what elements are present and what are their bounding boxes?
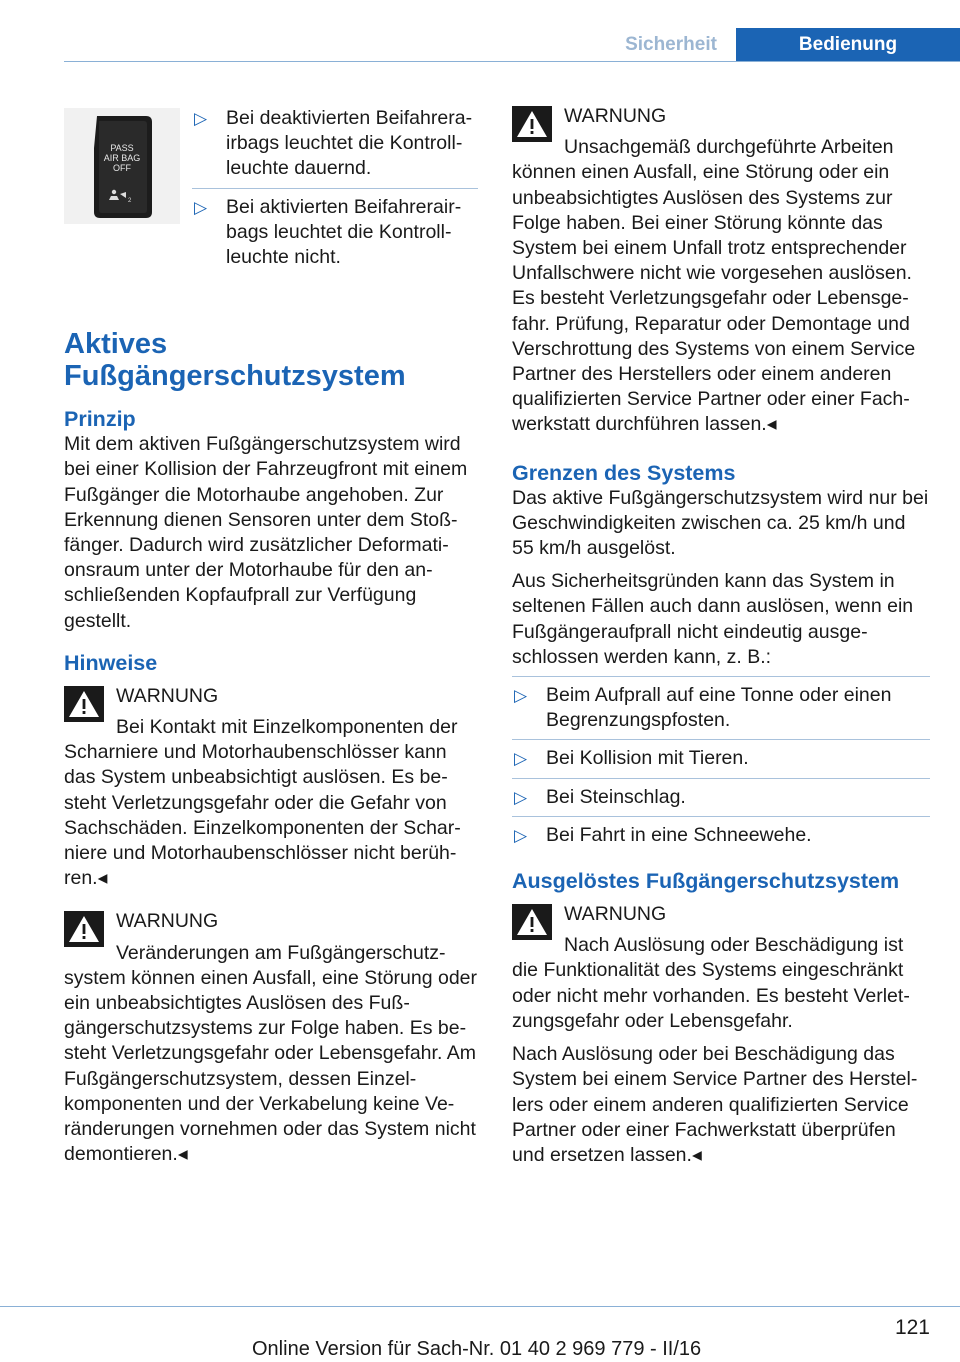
list-item bbox=[192, 195, 478, 271]
warning-text-first-line: Nach Auslösung oder Beschädigung ist bbox=[564, 934, 904, 957]
warning-triangle-icon bbox=[64, 686, 104, 722]
hinweise-heading: Hinweise bbox=[64, 650, 158, 675]
online-version-note: Online Version für Sach-Nr. 01 40 2 969 779 - II/16 bbox=[252, 1338, 702, 1360]
warning-block bbox=[64, 909, 478, 1167]
indicator-bullet-list bbox=[192, 106, 478, 270]
bullet-marker-icon: ▷ bbox=[514, 686, 528, 706]
divider bbox=[512, 676, 930, 677]
warning-title: WARNUNG bbox=[116, 684, 219, 707]
warning-text: können einen Ausfall, eine Störung oder ein unbeabsichtigtes Auslösen des Systems zur Folge haben. Bei einer Störung könnte das System bei einem Unfall trotz entsprechender Unfallschwere nicht wie vorgesehen auslösen. Es besteht Verletzungsgefahr oder Lebensgefahr. Prüfung, Reparatur oder Demontage und Verschrottung des Systems von einem Service Partner des Herstellers oder einem anderen qualifizierten Service Partner oder einer Fachwerkstatt durchführen lassen.◂ bbox=[512, 161, 916, 436]
ausgeloest-heading: Ausgelöstes Fußgängerschutzsystem bbox=[512, 869, 900, 894]
tab-bedienung[interactable]: Bedienung bbox=[736, 28, 960, 61]
warning-block bbox=[512, 104, 930, 438]
grenzen-bullet-list bbox=[512, 676, 930, 848]
tab-sicherheit[interactable]: Sicherheit bbox=[606, 28, 736, 61]
bullet-marker-icon: ▷ bbox=[514, 749, 528, 769]
grenzen-heading: Grenzen des Systems bbox=[512, 460, 736, 485]
section-title bbox=[64, 328, 478, 392]
divider bbox=[192, 188, 478, 189]
warning-text: die Funktionalität des Systems eingeschränkt oder nicht mehr vorhanden. Es besteht Verletzungsgefahr oder Lebensgefahr. bbox=[512, 959, 910, 1032]
warning-title: WARNUNG bbox=[116, 910, 219, 933]
right-column bbox=[512, 104, 930, 1168]
prinzip-heading: Prinzip bbox=[64, 407, 136, 432]
warning-block bbox=[64, 684, 478, 892]
warning-triangle-icon bbox=[512, 904, 552, 940]
left-column bbox=[64, 106, 478, 1168]
indicator-line-3: OFF bbox=[113, 163, 131, 173]
warning-text-first-line: Unsachgemäß durchgeführte Arbeiten bbox=[564, 136, 894, 159]
divider bbox=[512, 778, 930, 779]
grenzen-paragraph-2: Aus Sicherheitsgründen kann das System in seltenen Fällen auch dann auslösen, wenn ein Fußgängeraufprall nicht eindeutig ausgeschlossen werden kann, z. B.: bbox=[512, 570, 914, 668]
list-item bbox=[512, 683, 930, 733]
grenzen-paragraph-1: Das aktive Fußgängerschutzsystem wird nur bei Geschwindigkeiten zwischen ca. 25 km/h und 55 km/h ausgelöst. bbox=[512, 486, 929, 560]
bullet-text: Bei deaktivierten Beifahrerairbags leuchtet die Kontrollleuchte dauernd. bbox=[226, 107, 473, 180]
bullet-marker-icon: ▷ bbox=[194, 197, 208, 217]
warning-triangle-icon bbox=[64, 911, 104, 947]
indicator-line-2: AIR BAG bbox=[103, 153, 141, 163]
section-title-line1: Aktives bbox=[64, 328, 168, 361]
bullet-marker-icon: ▷ bbox=[514, 825, 528, 845]
indicator-line-1: PASS bbox=[110, 143, 134, 153]
divider bbox=[512, 739, 930, 740]
warning-triangle-icon bbox=[512, 106, 552, 142]
warning-text-first-line: Bei Kontakt mit Einzelkomponenten der bbox=[116, 716, 458, 739]
page-number: 121 bbox=[894, 1316, 930, 1339]
bullet-text: Bei Kollision mit Tieren. bbox=[546, 747, 749, 770]
warning-text: Scharniere und Motorhaubenschlösser kann das System unbeabsichtigt auslösen. Es besteht Verletzungsgefahr oder die Gefahr von Sachschäden. Einzelkomponenten der Scharniere und Motorhaubenschlösser nicht berühren.◂ bbox=[64, 741, 461, 890]
warning-title: WARNUNG bbox=[564, 903, 667, 926]
footer-rule bbox=[0, 1306, 960, 1307]
section-title-line2: Fußgängerschutzsystem bbox=[64, 360, 406, 393]
final-paragraph: Nach Auslösung oder bei Beschädigung das System bei einem Service Partner des Herstellers oder einem anderen qualifizierten Service Partner oder einer Fachwerkstatt überprüfen und ersetzen lassen.◂ bbox=[512, 1043, 918, 1166]
bullet-text: Bei Fahrt in eine Schneewehe. bbox=[546, 823, 812, 846]
header-rule bbox=[64, 61, 960, 62]
warning-title: WARNUNG bbox=[564, 105, 667, 127]
prinzip-text: Mit dem aktiven Fußgängerschutzsystem wird bei einer Kollision der Fahrzeugfront mit einem Fußgänger die Motorhaube angehoben. Zur Erkennung dienen Sensoren unter dem Stoßfänger. Dadurch wird zusätzlicher Deformationsraum unter der Motorhaube für den anschließenden Kopfaufprall zur Verfügung gestellt. bbox=[64, 433, 468, 632]
svg-text:2: 2 bbox=[128, 198, 132, 204]
list-item bbox=[192, 106, 478, 182]
warning-text-first-line: Veränderungen am Fußgängerschutz- bbox=[116, 941, 446, 964]
warning-block bbox=[512, 902, 930, 1034]
bullet-text: Bei Steinschlag. bbox=[546, 785, 686, 808]
bullet-text: Beim Aufprall auf eine Tonne oder einen Begrenzungspfosten. bbox=[546, 684, 892, 732]
list-item bbox=[512, 746, 930, 771]
list-item bbox=[512, 823, 930, 848]
warning-text: system können einen Ausfall, eine Störung oder ein unbeabsichtigtes Auslösen des Fußgängerschutzsystems zur Folge haben. Es besteht Verletzungsgefahr oder Lebensgefahr. Am Fußgängerschutzsystem, dessen Einzelkomponenten und der Verkabelung keine Veränderungen vornehmen oder das System nicht demontieren.◂ bbox=[64, 966, 478, 1166]
bullet-marker-icon: ▷ bbox=[194, 109, 208, 128]
divider bbox=[512, 816, 930, 817]
bullet-text: Bei aktivierten Beifahrerairbags leuchtet die Kontrollleuchte nicht. bbox=[226, 195, 462, 269]
list-item bbox=[512, 785, 930, 810]
bullet-marker-icon: ▷ bbox=[514, 787, 528, 807]
